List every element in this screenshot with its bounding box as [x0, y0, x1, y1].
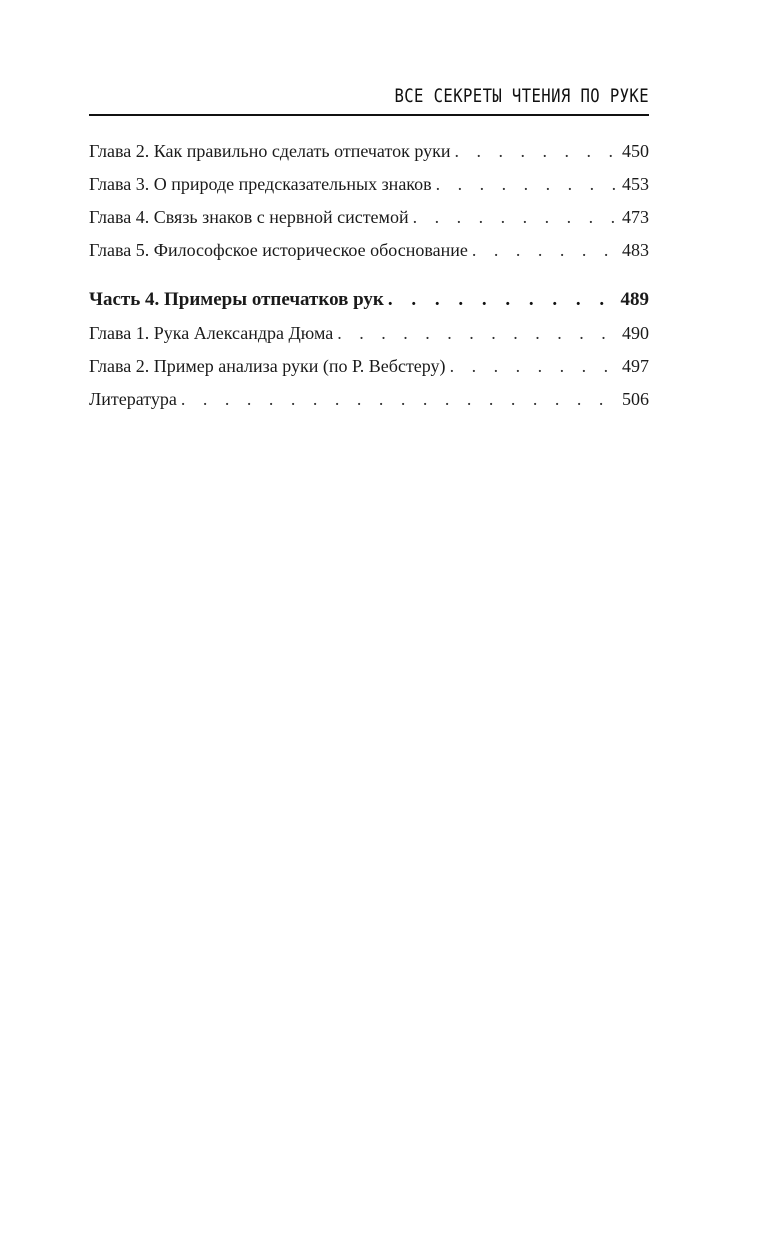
toc-entry-page: 453 — [622, 174, 649, 194]
toc-entry — [89, 170, 649, 203]
toc-entry — [89, 203, 649, 236]
toc-entry-title: Глава 4. Связь знаков с нервной системой — [89, 207, 409, 227]
dot-leader — [436, 170, 616, 198]
toc-entry-title: Глава 2. Пример анализа руки (по Р. Вебстеру) — [89, 356, 446, 376]
toc-entry — [89, 385, 649, 418]
dot-leader — [337, 319, 616, 347]
dot-leader — [472, 236, 616, 264]
toc-entry-title: Глава 5. Философское историческое обоснование — [89, 240, 468, 260]
toc-entry-title: Литература — [89, 389, 177, 409]
running-head: ВСЕ СЕКРЕТЫ ЧТЕНИЯ ПО РУКЕ — [394, 85, 649, 107]
toc-entry-title: Глава 1. Рука Александра Дюма — [89, 323, 334, 343]
dot-leader — [181, 385, 616, 413]
toc-entry-title: Глава 3. О природе предсказательных знаков — [89, 174, 432, 194]
table-of-contents — [89, 137, 649, 418]
toc-entry-page: 506 — [622, 389, 649, 409]
toc-entry-title: Глава 2. Как правильно сделать отпечаток руки — [89, 141, 451, 161]
toc-entry — [89, 319, 649, 352]
toc-entry-page: 450 — [622, 141, 649, 161]
toc-entry-page: 483 — [622, 240, 649, 260]
toc-entry — [89, 236, 649, 269]
dot-leader — [413, 203, 616, 231]
header-rule — [89, 114, 649, 116]
toc-part-title: Часть 4. Примеры отпечатков рук — [89, 289, 384, 310]
toc-entry-page: 497 — [622, 356, 649, 376]
toc-entry — [89, 137, 649, 170]
toc-entry-page: 473 — [622, 207, 649, 227]
dot-leader — [454, 137, 616, 165]
toc-part-heading — [89, 286, 649, 319]
toc-entry-page: 490 — [622, 323, 649, 343]
toc-part-page: 489 — [620, 289, 649, 310]
toc-entry — [89, 352, 649, 385]
dot-leader — [450, 352, 616, 380]
dot-leader — [388, 286, 615, 314]
